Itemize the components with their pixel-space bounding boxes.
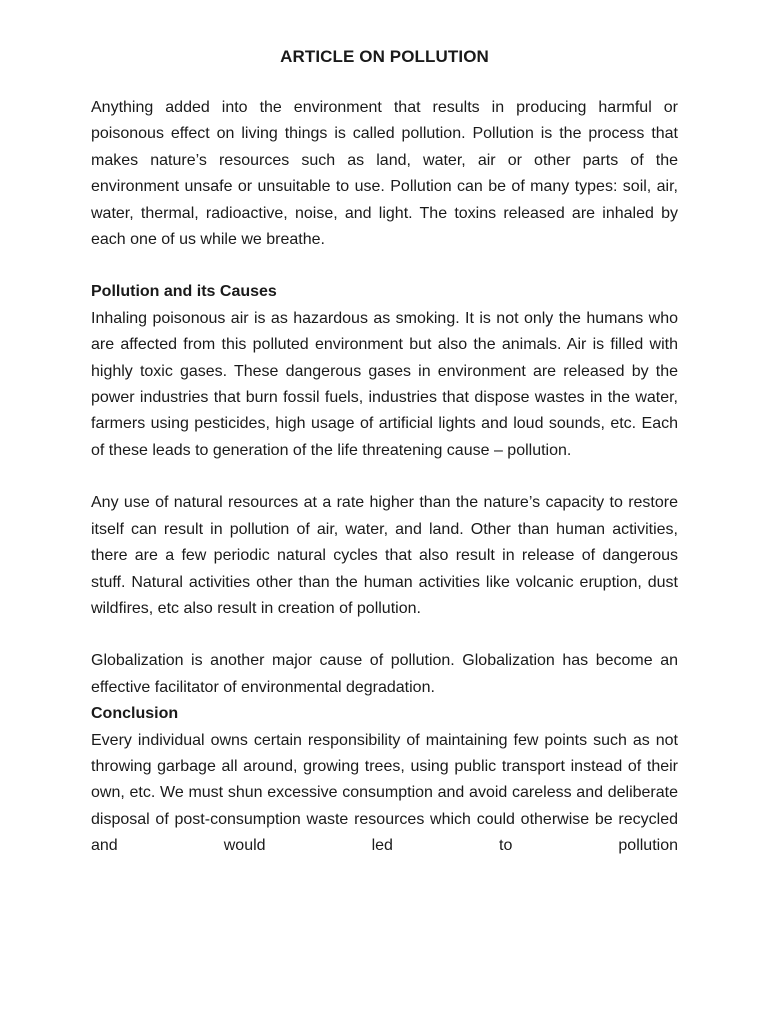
causes-paragraph-2: Any use of natural resources at a rate higher than the nature’s capacity to restore itself can result in pollution of air, water, and land. Other than human activities, there are a few periodic natural cycles that also result in release of dangerous stuff. Natural activities other than the human activities like volcanic eruption, dust wildfires, etc also result in creation of pollution.	[91, 494, 678, 617]
conclusion-paragraph: Every individual owns certain responsibility of maintaining few points such as not throwing garbage all around, growing trees, using public transport instead of their own, etc. We must shun excessive consumption and avoid careless and deliberate disposal of post-consumption waste resources which could otherwise be recycled and would led to pollution	[91, 731, 678, 855]
document-title: ARTICLE ON POLLUTION	[280, 47, 489, 66]
document-page	[91, 44, 678, 860]
paragraph-gap	[91, 253, 678, 279]
intro-paragraph: Anything added into the environment that results in producing harmful or poisonous effect on living things is called pollution. Pollution is the process that makes nature’s resources such as land, water, air or other parts of the environment unsafe or unsuitable to use. Pollution can be of many types: soil, air, water, thermal, radioactive, noise, and light. The toxins released are inhaled by each one of us while we breathe.	[91, 99, 678, 249]
paragraph-gap	[91, 622, 678, 648]
paragraph-gap	[91, 464, 678, 490]
causes-paragraph-1: Inhaling poisonous air is as hazardous as smoking. It is not only the humans who are affected from this polluted environment but also the animals. Air is filled with highly toxic gases. These dangerous gases in environment are released by the power industries that burn fossil fuels, industries that dispose wastes in the water, farmers using pesticides, high usage of artificial lights and loud sounds, etc. Each of these leads to generation of the life threatening cause – pollution.	[91, 309, 678, 459]
causes-paragraph-3: Globalization is another major cause of pollution. Globalization has become an effective facilitator of environmental degradation.	[91, 652, 678, 696]
causes-heading: Pollution and its Causes	[91, 283, 277, 301]
conclusion-heading: Conclusion	[91, 705, 179, 723]
